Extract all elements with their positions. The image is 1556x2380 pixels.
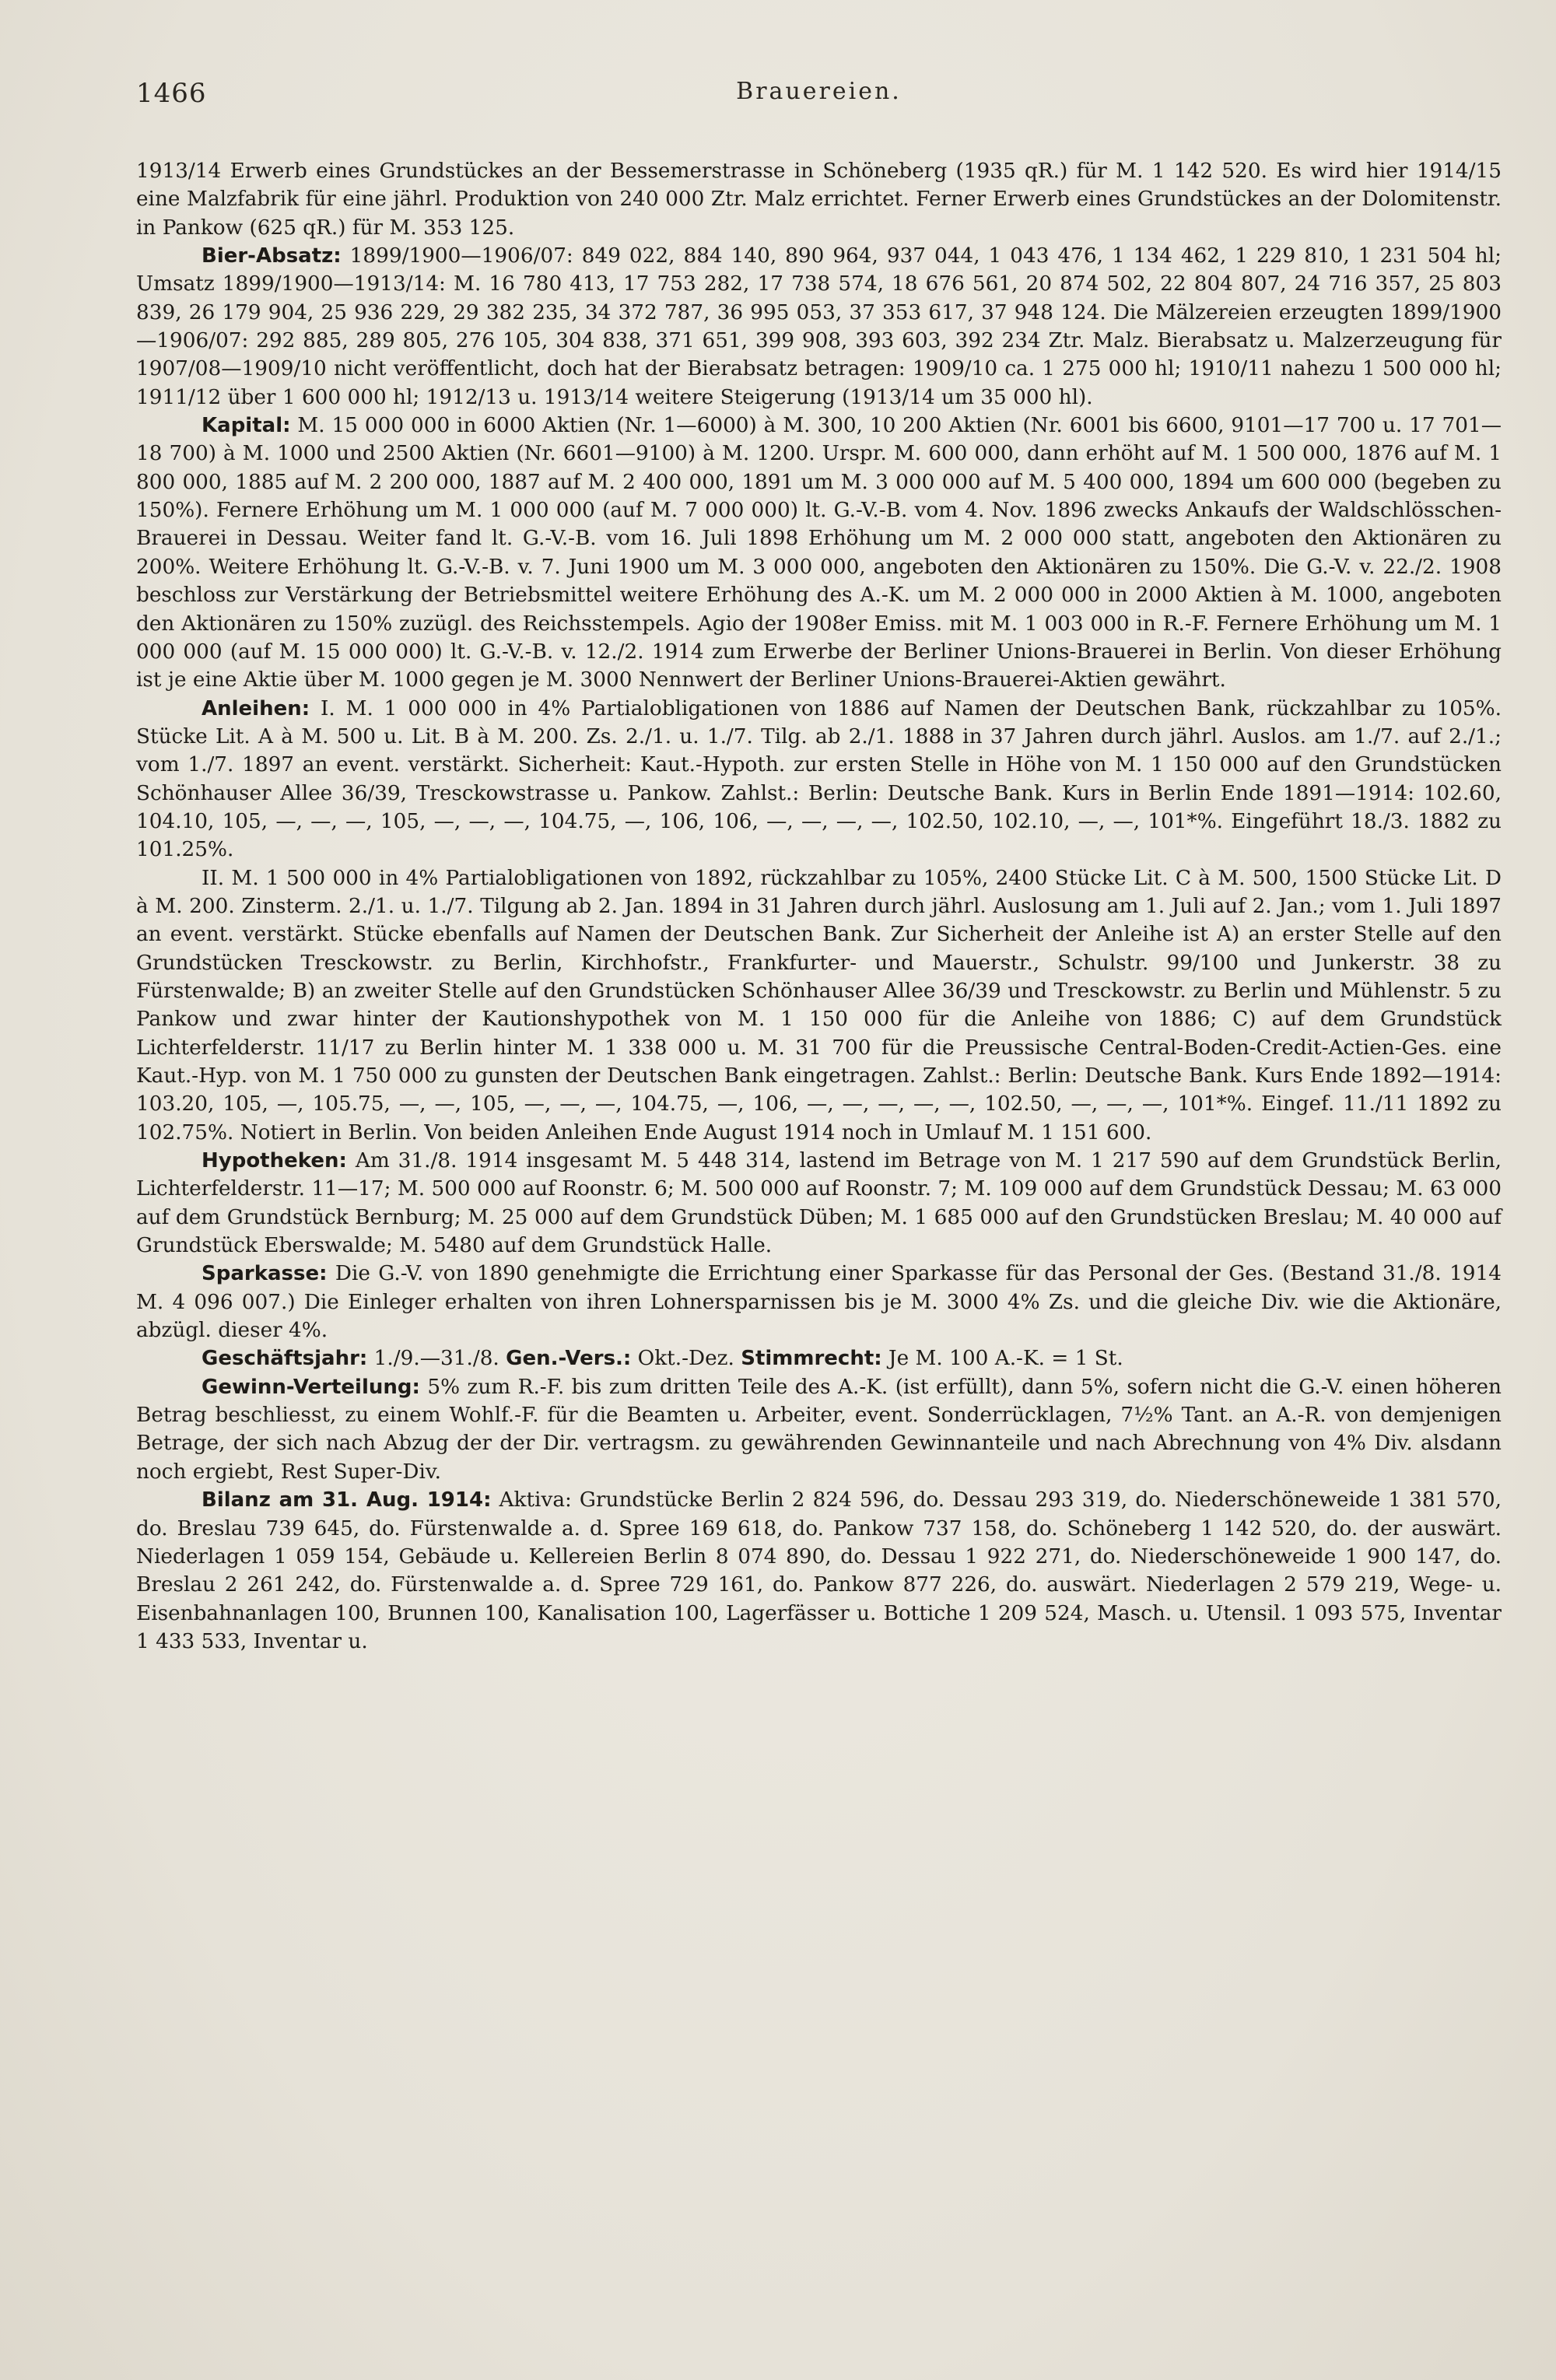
paragraph-text: II. M. 1 500 000 in 4% Partialobligationen von 1892, rückzahlbar zu 105%, 2400 Stücke Lit. C à M. 500, 1500 Stücke Lit. D à M. 200. Zinsterm. 2./1. u. 1./7. Tilgung ab 2. Jan. 1894 in 31 Jahren durch jährl. Auslosung am 1. Juli auf 2. Jan.; vom 1. Juli 1897 an event. verstärkt. Stücke ebenfalls auf Namen der Deutschen Bank. Zur Sicherheit der Anleihe ist A) an erster Stelle auf den Grundstücken Tresckowstr. zu Berlin, Kirchhofstr., Frankfurter- und Mauerstr., Schulstr. 99/100 und Junkerstr. 38 zu Fürstenwalde; B) an zweiter Stelle auf den Grundstücken Schönhauser Allee 36/39 und Tresckowstr. zu Berlin und Mühlenstr. 5 zu Pankow und zwar hinter der Kautionshypothek von M. 1 150 000 für die Anleihe von 1886; C) auf dem Grundstück Lichterfelderstr. 11/17 zu Berlin hinter M. 1 338 000 u. M. 31 700 für die Preussische Central-Boden-Credit-Actien-Ges. eine Kaut.-Hyp. von M. 1 750 000 zu gunsten der Deutschen Bank eingetragen. Zahlst.: Berlin: Deutsche Bank. Kurs Ende 1892—1914: 103.20, 105, —, 105.75, —, —, 105, —, —, —, 104.75, —, 106, —, —, —, —, —, 102.50, —, —, —, 101*%. Eingef. 11./11 1892 zu 102.75%. Notiert in Berlin. Von beiden Anleihen Ende August 1914 noch in Umlauf M. 1 151 600. xyxy=(136,866,1502,1144)
paragraph-acquisitions xyxy=(136,157,1502,242)
paragraph-text: 5% zum R.-F. bis zum dritten Teile des A.-K. (ist erfüllt), dann 5%, sofern nicht die G.-V. einen höheren Betrag beschliesst, zu einem Wohlf.-F. für die Beamten u. Arbeiter, event. Sonderrücklagen, 7½% Tant. an A.-R. von demjenigen Betrage, der sich nach Abzug der der Dir. vertragsm. zu gewährenden Gewinnanteile und nach Abrechnung von 4% Div. alsdann noch ergiebt, Rest Super-Div. xyxy=(136,1375,1502,1484)
section-heading: Hypotheken: xyxy=(202,1149,347,1173)
paragraph-gewinn-verteilung xyxy=(136,1373,1502,1486)
paragraph-anleihen xyxy=(136,695,1502,864)
paragraph-kapital xyxy=(136,412,1502,694)
paragraph-geschaeftsjahr xyxy=(136,1344,1502,1372)
paragraph-text: 1899/1900—1906/07: 849 022, 884 140, 890 964, 937 044, 1 043 476, 1 134 462, 1 229 810, 1 231 504 hl; Umsatz 1899/1900—1913/14: M. 16 780 413, 17 753 282, 17 738 574, 18 676 561, 20 874 502, 22 804 807, 24 716 357, 25 803 839, 26 179 904, 25 936 229, 29 382 235, 34 372 787, 36 995 053, 37 353 617, 37 948 124. Die Mälzereien erzeugten 1899/1900—1906/07: 292 885, 289 805, 276 105, 304 838, 371 651, 399 908, 393 603, 392 234 Ztr. Malz. Bierabsatz u. Malzerzeugung für 1907/08—1909/10 nicht veröffentlicht, doch hat der Bierabsatz betragen: 1909/10 ca. 1 275 000 hl; 1910/11 nahezu 1 500 000 hl; 1911/12 über 1 600 000 hl; 1912/13 u. 1913/14 weitere Steigerung (1913/14 um 35 000 hl). xyxy=(136,244,1502,409)
paragraph-text: I. M. 1 000 000 in 4% Partialobligationen von 1886 auf Namen der Deutschen Bank, rückzahlbar zu 105%. Stücke Lit. A à M. 500 u. Lit. B à M. 200. Zs. 2./1. u. 1./7. Tilg. ab 2./1. 1888 in 37 Jahren durch jährl. Auslos. am 1./7. auf 2./1.; vom 1./7. 1897 an event. verstärkt. Sicherheit: Kaut.-Hypoth. zur ersten Stelle in Höhe von M. 1 150 000 auf den Grundstücken Schönhauser Allee 36/39, Tresckowstrasse u. Pankow. Zahlst.: Berlin: Deutsche Bank. Kurs in Berlin Ende 1891—1914: 102.60, 104.10, 105, —, —, —, 105, —, —, —, 104.75, —, 106, 106, —, —, —, —, 102.50, 102.10, —, —, 101*%. Eingeführt 18./3. 1882 zu 101.25%. xyxy=(136,696,1502,862)
paragraph-hypotheken xyxy=(136,1147,1502,1260)
paragraph-text: 1./9.—31./8. xyxy=(367,1347,506,1371)
paragraph-text: Am 31./8. 1914 insgesamt M. 5 448 314, lastend im Betrage von M. 1 217 590 auf dem Grundstück Berlin, Lichterfelderstr. 11—17; M. 500 000 auf Roonstr. 6; M. 500 000 auf Roonstr. 7; M. 109 000 auf dem Grundstück Dessau; M. 63 000 auf dem Grundstück Bernburg; M. 25 000 auf dem Grundstück Düben; M. 1 685 000 auf den Grundstücken Breslau; M. 40 000 auf Grundstück Eberswalde; M. 5480 auf dem Grundstück Halle. xyxy=(136,1149,1502,1258)
section-heading: Bier-Absatz: xyxy=(202,244,342,268)
section-heading: Gewinn-Verteilung: xyxy=(202,1375,420,1399)
paragraph-bier-absatz xyxy=(136,242,1502,412)
paragraph-text: Die G.-V. von 1890 genehmigte die Errichtung einer Sparkasse für das Personal der Ges. (Bestand 31./8. 1914 M. 4 096 007.) Die Einleger erhalten von ihren Lohnersparnissen bis je M. 3000 4% Zs. und die gleiche Div. wie die Aktionäre, abzügl. dieser 4%. xyxy=(136,1262,1502,1343)
page-header xyxy=(136,78,1502,124)
paragraph-anleihe-2 xyxy=(136,864,1502,1147)
paragraph-text: 1913/14 Erwerb eines Grundstückes an der Bessemerstrasse in Schöneberg (1935 qR.) für M. 1 142 520. Es wird hier 1914/15 eine Malzfabrik für eine jährl. Produktion von 240 000 Ztr. Malz errichtet. Ferner Erwerb eines Grundstückes an der Dolomitenstr. in Pankow (625 qR.) für M. 353 125. xyxy=(136,159,1502,240)
paragraph-sparkasse xyxy=(136,1260,1502,1344)
section-heading: Geschäftsjahr: xyxy=(202,1347,368,1371)
page-number: 1466 xyxy=(136,78,207,109)
body-text xyxy=(136,157,1502,1656)
section-heading: Bilanz am 31. Aug. 1914: xyxy=(202,1488,492,1512)
paragraph-text: Aktiva: Grundstücke Berlin 2 824 596, do. Dessau 293 319, do. Niederschöneweide 1 381 570, do. Breslau 739 645, do. Fürstenwalde a. d. Spree 169 618, do. Pankow 737 158, do. Schöneberg 1 142 520, do. der auswärt. Niederlagen 1 059 154, Gebäude u. Kellereien Berlin 8 074 890, do. Dessau 1 922 271, do. Niederschöneweide 1 900 147, do. Breslau 2 261 242, do. Fürstenwalde a. d. Spree 729 161, do. Pankow 877 226, do. auswärt. Niederlagen 2 579 219, Wege- u. Eisenbahnanlagen 100, Brunnen 100, Kanalisation 100, Lagerfässer u. Bottiche 1 209 524, Masch. u. Utensil. 1 093 575, Inventar 1 433 533, Inventar u. xyxy=(136,1488,1502,1653)
paragraph-text: M. 15 000 000 in 6000 Aktien (Nr. 1—6000) à M. 300, 10 200 Aktien (Nr. 6001 bis 6600, 9101—17 700 u. 17 701—18 700) à M. 1000 und 2500 Aktien (Nr. 6601—9100) à M. 1200. Urspr. M. 600 000, dann erhöht auf M. 1 500 000, 1876 auf M. 1 800 000, 1885 auf M. 2 200 000, 1887 auf M. 2 400 000, 1891 um M. 3 000 000 auf M. 5 400 000, 1894 um 600 000 (begeben zu 150%). Fernere Erhöhung um M. 1 000 000 (auf M. 7 000 000) lt. G.-V.-B. vom 4. Nov. 1896 zwecks Ankaufs der Waldschlösschen-Brauerei in Dessau. Weiter fand lt. G.-V.-B. vom 16. Juli 1898 Erhöhung um M. 2 000 000 statt, angeboten den Aktionären zu 200%. Weitere Erhöhung lt. G.-V.-B. v. 7. Juni 1900 um M. 3 000 000, angeboten den Aktionären zu 150%. Die G.-V. v. 22./2. 1908 beschloss zur Verstärkung der Betriebsmittel weitere Erhöhung des A.-K. um M. 2 000 000 in 2000 Aktien à M. 1000, angeboten den Aktionären zu 150% zuzügl. des Reichsstempels. Agio der 1908er Emiss. mit M. 1 003 000 in R.-F. Fernere Erhöhung um M. 1 000 000 (auf M. 15 000 000) lt. G.-V.-B. v. 12./2. 1914 zum Erwerbe der Berliner Unions-Brauerei in Berlin. Von dieser Erhöhung ist je eine Aktie über M. 1000 gegen je M. 3000 Nennwert der Berliner Unions-Brauerei-Aktien gewährt. xyxy=(136,414,1502,692)
section-heading: Anleihen: xyxy=(202,696,310,720)
section-heading: Sparkasse: xyxy=(202,1262,328,1286)
paragraph-bilanz xyxy=(136,1486,1502,1656)
section-heading: Kapital: xyxy=(202,414,291,438)
section-heading: Gen.-Vers.: xyxy=(506,1347,632,1371)
running-head: Brauereien. xyxy=(736,78,902,105)
paragraph-text: Okt.-Dez. xyxy=(631,1347,741,1371)
section-heading: Stimmrecht: xyxy=(741,1347,882,1371)
paragraph-text: Je M. 100 A.-K. = 1 St. xyxy=(881,1347,1123,1371)
